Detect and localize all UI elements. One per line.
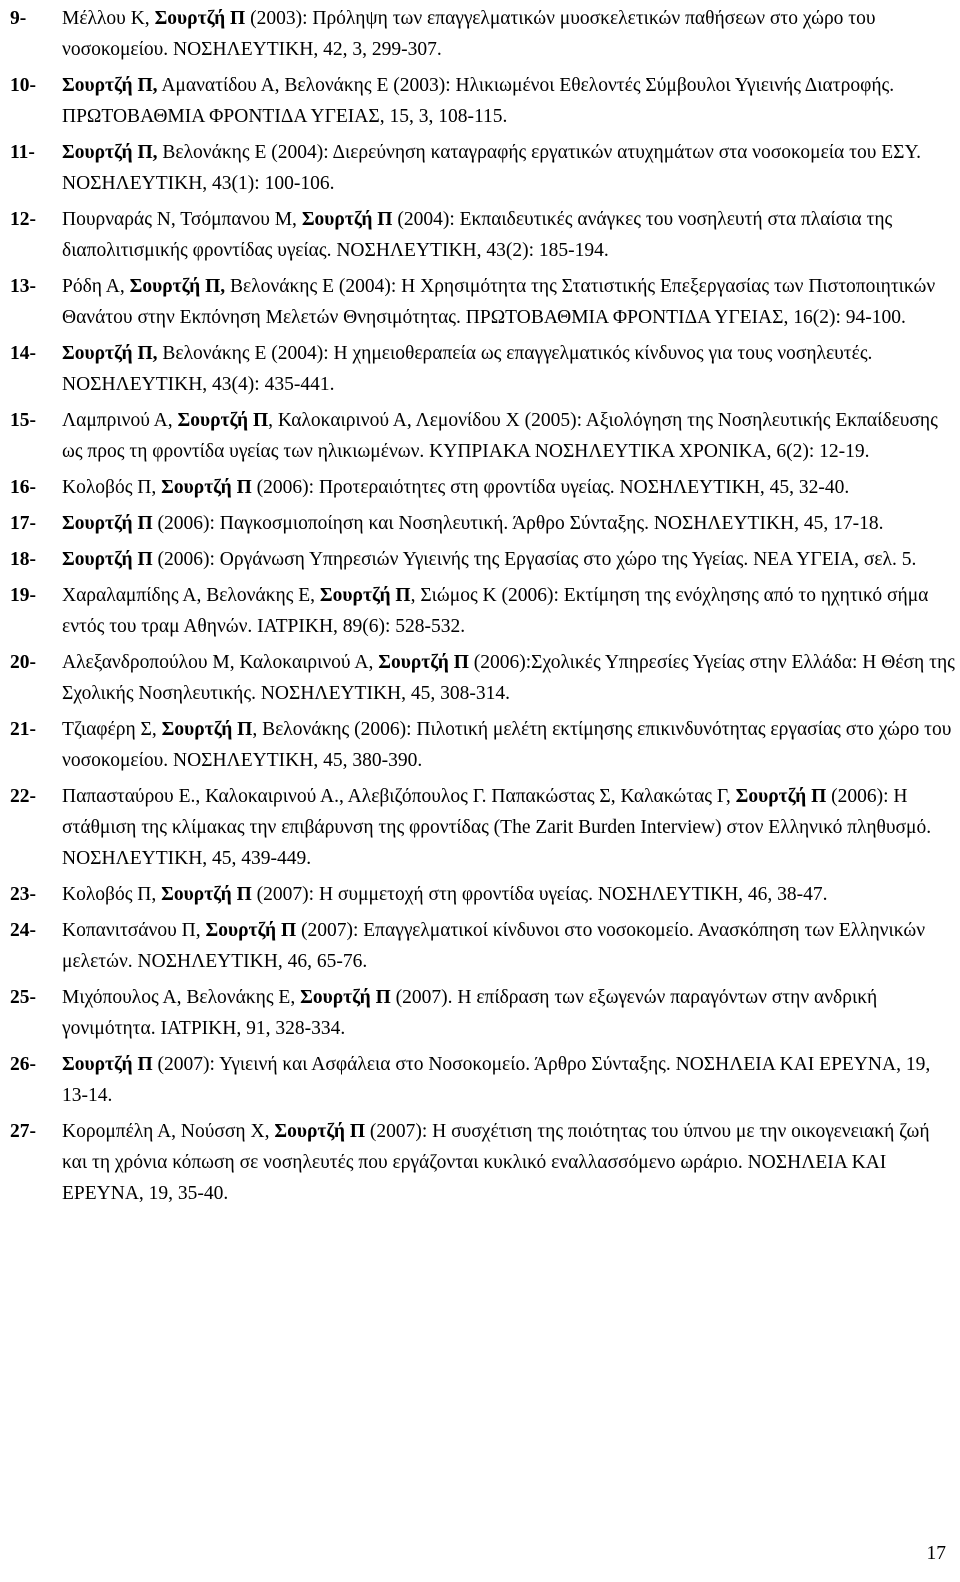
reference-number: 10- [10, 75, 36, 96]
reference-text-segment: Πουρναράς Ν, Τσόμπανου Μ, [62, 209, 302, 230]
reference-number: 19- [10, 585, 36, 606]
author-highlight: Σουρτζή Π, [62, 343, 158, 364]
reference-item [10, 1049, 958, 1111]
reference-item [10, 405, 958, 467]
reference-item [10, 472, 958, 503]
reference-text-segment: Κολοβός Π, [62, 477, 162, 498]
reference-text-segment: (2006): Οργάνωση Υπηρεσιών Υγιεινής της Εργασίας στο χώρο της Υγείας. ΝΕΑ ΥΓΕΙΑ, σελ. 5. [152, 549, 917, 570]
reference-item [10, 271, 958, 333]
reference-number: 25- [10, 987, 36, 1008]
reference-text [62, 3, 958, 65]
reference-number: 27- [10, 1121, 36, 1142]
reference-item [10, 580, 958, 642]
reference-text-segment: (2003): Πρόληψη των επαγγελματικών μυοσκελετικών παθήσεων στο χώρο του νοσοκομείου. ΝΟΣΗΛΕΥΤΙΚΗ, 42, 3, 299-307. [62, 8, 876, 60]
reference-text [62, 1049, 958, 1111]
reference-text-segment: (2006): Προτεραιότητες στη φροντίδα υγείας. ΝΟΣΗΛΕΥΤΙΚΗ, 45, 32-40. [251, 477, 850, 498]
reference-item [10, 544, 958, 575]
reference-text-segment: (2006): Παγκοσμιοποίηση και Νοσηλευτική. Άρθρο Σύνταξης. ΝΟΣΗΛΕΥΤΙΚΗ, 45, 17-18. [152, 513, 884, 534]
author-highlight: Σουρτζή Π [319, 585, 411, 606]
reference-item [10, 781, 958, 874]
page-number: 17 [926, 1543, 946, 1564]
reference-list [10, 3, 958, 1214]
reference-number: 11- [10, 142, 35, 163]
reference-number: 20- [10, 652, 36, 673]
reference-item [10, 879, 958, 910]
author-highlight: Σουρτζή Π [274, 1121, 365, 1142]
author-highlight: Σουρτζή Π [62, 1054, 153, 1075]
reference-text [62, 915, 958, 977]
reference-text-segment: , Καλοκαιρινού Α, Λεμονίδου Χ (2005): Αξιολόγηση της Νοσηλευτικής Εκπαίδευσης ως προς τη φροντίδα υγείας των ηλικιωμένων. ΚΥΠΡΙΑΚΑ ΝΟΣΗΛΕΥΤΙΚΑ ΧΡΟΝΙΚΑ, 6(2): 12-19. [62, 410, 938, 462]
reference-number: 12- [10, 209, 36, 230]
reference-item [10, 714, 958, 776]
reference-text-segment: Αμανατίδου Α, Βελονάκης Ε (2003): Ηλικιωμένοι Εθελοντές Σύμβουλοι Υγιεινής Διατροφής. ΠΡΩΤΟΒΑΘΜΙΑ ΦΡΟΝΤΙΔΑ ΥΓΕΙΑΣ, 15, 3, 108-115. [62, 75, 895, 127]
reference-text-segment: Κορομπέλη Α, Νούσση Χ, [62, 1121, 275, 1142]
reference-number: 18- [10, 549, 36, 570]
reference-number: 9- [10, 8, 27, 29]
reference-text [62, 338, 958, 400]
reference-text-segment: Βελονάκης Ε (2004): Διερεύνηση καταγραφής εργατικών ατυχημάτων στα νοσοκομεία του ΕΣΥ. ΝΟΣΗΛΕΥΤΙΚΗ, 43(1): 100-106. [62, 142, 922, 194]
reference-item [10, 338, 958, 400]
reference-text-segment: Κοπανιτσάνου Π, [62, 920, 206, 941]
reference-text [62, 472, 958, 503]
author-highlight: Σουρτζή Π [154, 8, 246, 29]
reference-text-segment: Κολοβός Π, [62, 884, 162, 905]
reference-text-segment: Παπασταύρου Ε., Καλοκαιρινού Α., Αλεβιζόπουλος Γ. Παπακώστας Σ, Καλακώτας Γ, [62, 786, 736, 807]
reference-text [62, 879, 958, 910]
author-highlight: Σουρτζή Π [735, 786, 827, 807]
author-highlight: Σουρτζή Π [62, 513, 153, 534]
reference-number: 22- [10, 786, 36, 807]
reference-text-segment: Βελονάκης Ε (2004): Η χημειοθεραπεία ως επαγγελματικός κίνδυνος για τους νοσηλευτές. ΝΟΣΗΛΕΥΤΙΚΗ, 43(4): 435-441. [62, 343, 873, 395]
author-highlight: Σουρτζή Π, [129, 276, 226, 297]
reference-text-segment: (2006): Η στάθμιση της κλίμακας την επιβάρυνση της φροντίδας (The Zarit Burden Interview) στον Ελληνικό πληθυσμό. ΝΟΣΗΛΕΥΤΙΚΗ, 45, 439-449. [62, 786, 932, 869]
reference-number: 14- [10, 343, 36, 364]
reference-item [10, 982, 958, 1044]
reference-text-segment: (2007): Επαγγελματικοί κίνδυνοι στο νοσοκομείο. Ανασκόπηση των Ελληνικών μελετών. ΝΟΣΗΛΕΥΤΙΚΗ, 46, 65-76. [62, 920, 926, 972]
reference-item [10, 204, 958, 266]
reference-text-segment: (2007): Η συμμετοχή στη φροντίδα υγείας. ΝΟΣΗΛΕΥΤΙΚΗ, 46, 38-47. [251, 884, 828, 905]
author-highlight: Σουρτζή Π [301, 209, 393, 230]
reference-text [62, 508, 958, 539]
reference-text-segment: Χαραλαμπίδης Α, Βελονάκης Ε, [62, 585, 320, 606]
author-highlight: Σουρτζή Π [62, 549, 153, 570]
reference-text-segment: Μέλλου Κ, [62, 8, 155, 29]
reference-text-segment: Μιχόπουλος Α, Βελονάκης Ε, [62, 987, 301, 1008]
reference-text-segment: Βελονάκης Ε (2004): Η Χρησιμότητα της Στατιστικής Επεξεργασίας των Πιστοποιητικών Θανάτου στην Εκπόνηση Μελετών Θνησιμότητας. ΠΡΩΤΟΒΑΘΜΙΑ ΦΡΟΝΤΙΔΑ ΥΓΕΙΑΣ, 16(2): 94-100. [62, 276, 936, 328]
author-highlight: Σουρτζή Π [161, 719, 253, 740]
reference-item [10, 137, 958, 199]
reference-text [62, 70, 958, 132]
reference-text [62, 580, 958, 642]
reference-text-segment: , Βελονάκης (2006): Πιλοτική μελέτη εκτίμησης επικινδυνότητας εργασίας στο χώρο του νοσοκομείου. ΝΟΣΗΛΕΥΤΙΚΗ, 45, 380-390. [62, 719, 952, 771]
reference-item [10, 915, 958, 977]
author-highlight: Σουρτζή Π [177, 410, 269, 431]
reference-text [62, 982, 958, 1044]
reference-text [62, 647, 958, 709]
reference-number: 13- [10, 276, 36, 297]
author-highlight: Σουρτζή Π, [62, 75, 158, 96]
reference-text [62, 544, 958, 575]
reference-number: 15- [10, 410, 36, 431]
reference-text-segment: (2004): Εκπαιδευτικές ανάγκες του νοσηλευτή στα πλαίσια της διαπολιτισμικής φροντίδας υγείας. ΝΟΣΗΛΕΥΤΙΚΗ, 43(2): 185-194. [62, 209, 893, 261]
reference-item [10, 1116, 958, 1209]
reference-text [62, 405, 958, 467]
author-highlight: Σουρτζή Π [161, 884, 252, 905]
reference-text-segment: , Σιώμος Κ (2006): Εκτίμηση της ενόχλησης από το ηχητικό σήμα εντός του τραμ Αθηνών. ΙΑΤΡΙΚΗ, 89(6): 528-532. [62, 585, 929, 637]
author-highlight: Σουρτζή Π [161, 477, 252, 498]
reference-text [62, 1116, 958, 1209]
reference-number: 21- [10, 719, 36, 740]
reference-text-segment: Αλεξανδροπούλου Μ, Καλοκαιρινού Α, [62, 652, 379, 673]
author-highlight: Σουρτζή Π [205, 920, 297, 941]
reference-item [10, 508, 958, 539]
reference-text-segment: (2007). Η επίδραση των εξωγενών παραγόντων στην ανδρική γονιμότητα. ΙΑΤΡΙΚΗ, 91, 328-334. [62, 987, 878, 1039]
author-highlight: Σουρτζή Π, [62, 142, 158, 163]
reference-text-segment: Τζιαφέρη Σ, [62, 719, 162, 740]
reference-number: 17- [10, 513, 36, 534]
reference-text-segment: (2007): Η συσχέτιση της ποιότητας του ύπνου με την οικογενειακή ζωή και τη χρόνια κόπωση σε νοσηλευτές που εργάζονται κυκλικό εναλλασσόμενο ωράριο. ΝΟΣΗΛΕΙΑ ΚΑΙ ΕΡΕΥΝΑ, 19, 35-40. [62, 1121, 930, 1204]
reference-text-segment: (2007): Υγιεινή και Ασφάλεια στο Νοσοκομείο. Άρθρο Σύνταξης. ΝΟΣΗΛΕΙΑ ΚΑΙ ΕΡΕΥΝΑ, 19, 13-14. [62, 1054, 931, 1106]
author-highlight: Σουρτζή Π [378, 652, 469, 673]
reference-number: 23- [10, 884, 36, 905]
reference-item [10, 70, 958, 132]
reference-text [62, 781, 958, 874]
reference-number: 26- [10, 1054, 36, 1075]
reference-number: 16- [10, 477, 36, 498]
reference-item [10, 647, 958, 709]
reference-text-segment: Λαμπρινού Α, [62, 410, 178, 431]
reference-text [62, 271, 958, 333]
reference-number: 24- [10, 920, 36, 941]
reference-text-segment: (2006):Σχολικές Υπηρεσίες Υγείας στην Ελλάδα: Η Θέση της Σχολικής Νοσηλευτικής. ΝΟΣΗΛΕΥΤΙΚΗ, 45, 308-314. [62, 652, 955, 704]
reference-text [62, 204, 958, 266]
author-highlight: Σουρτζή Π [300, 987, 391, 1008]
reference-item [10, 3, 958, 65]
reference-text [62, 714, 958, 776]
reference-text-segment: Ρόδη Α, [62, 276, 130, 297]
reference-text [62, 137, 958, 199]
